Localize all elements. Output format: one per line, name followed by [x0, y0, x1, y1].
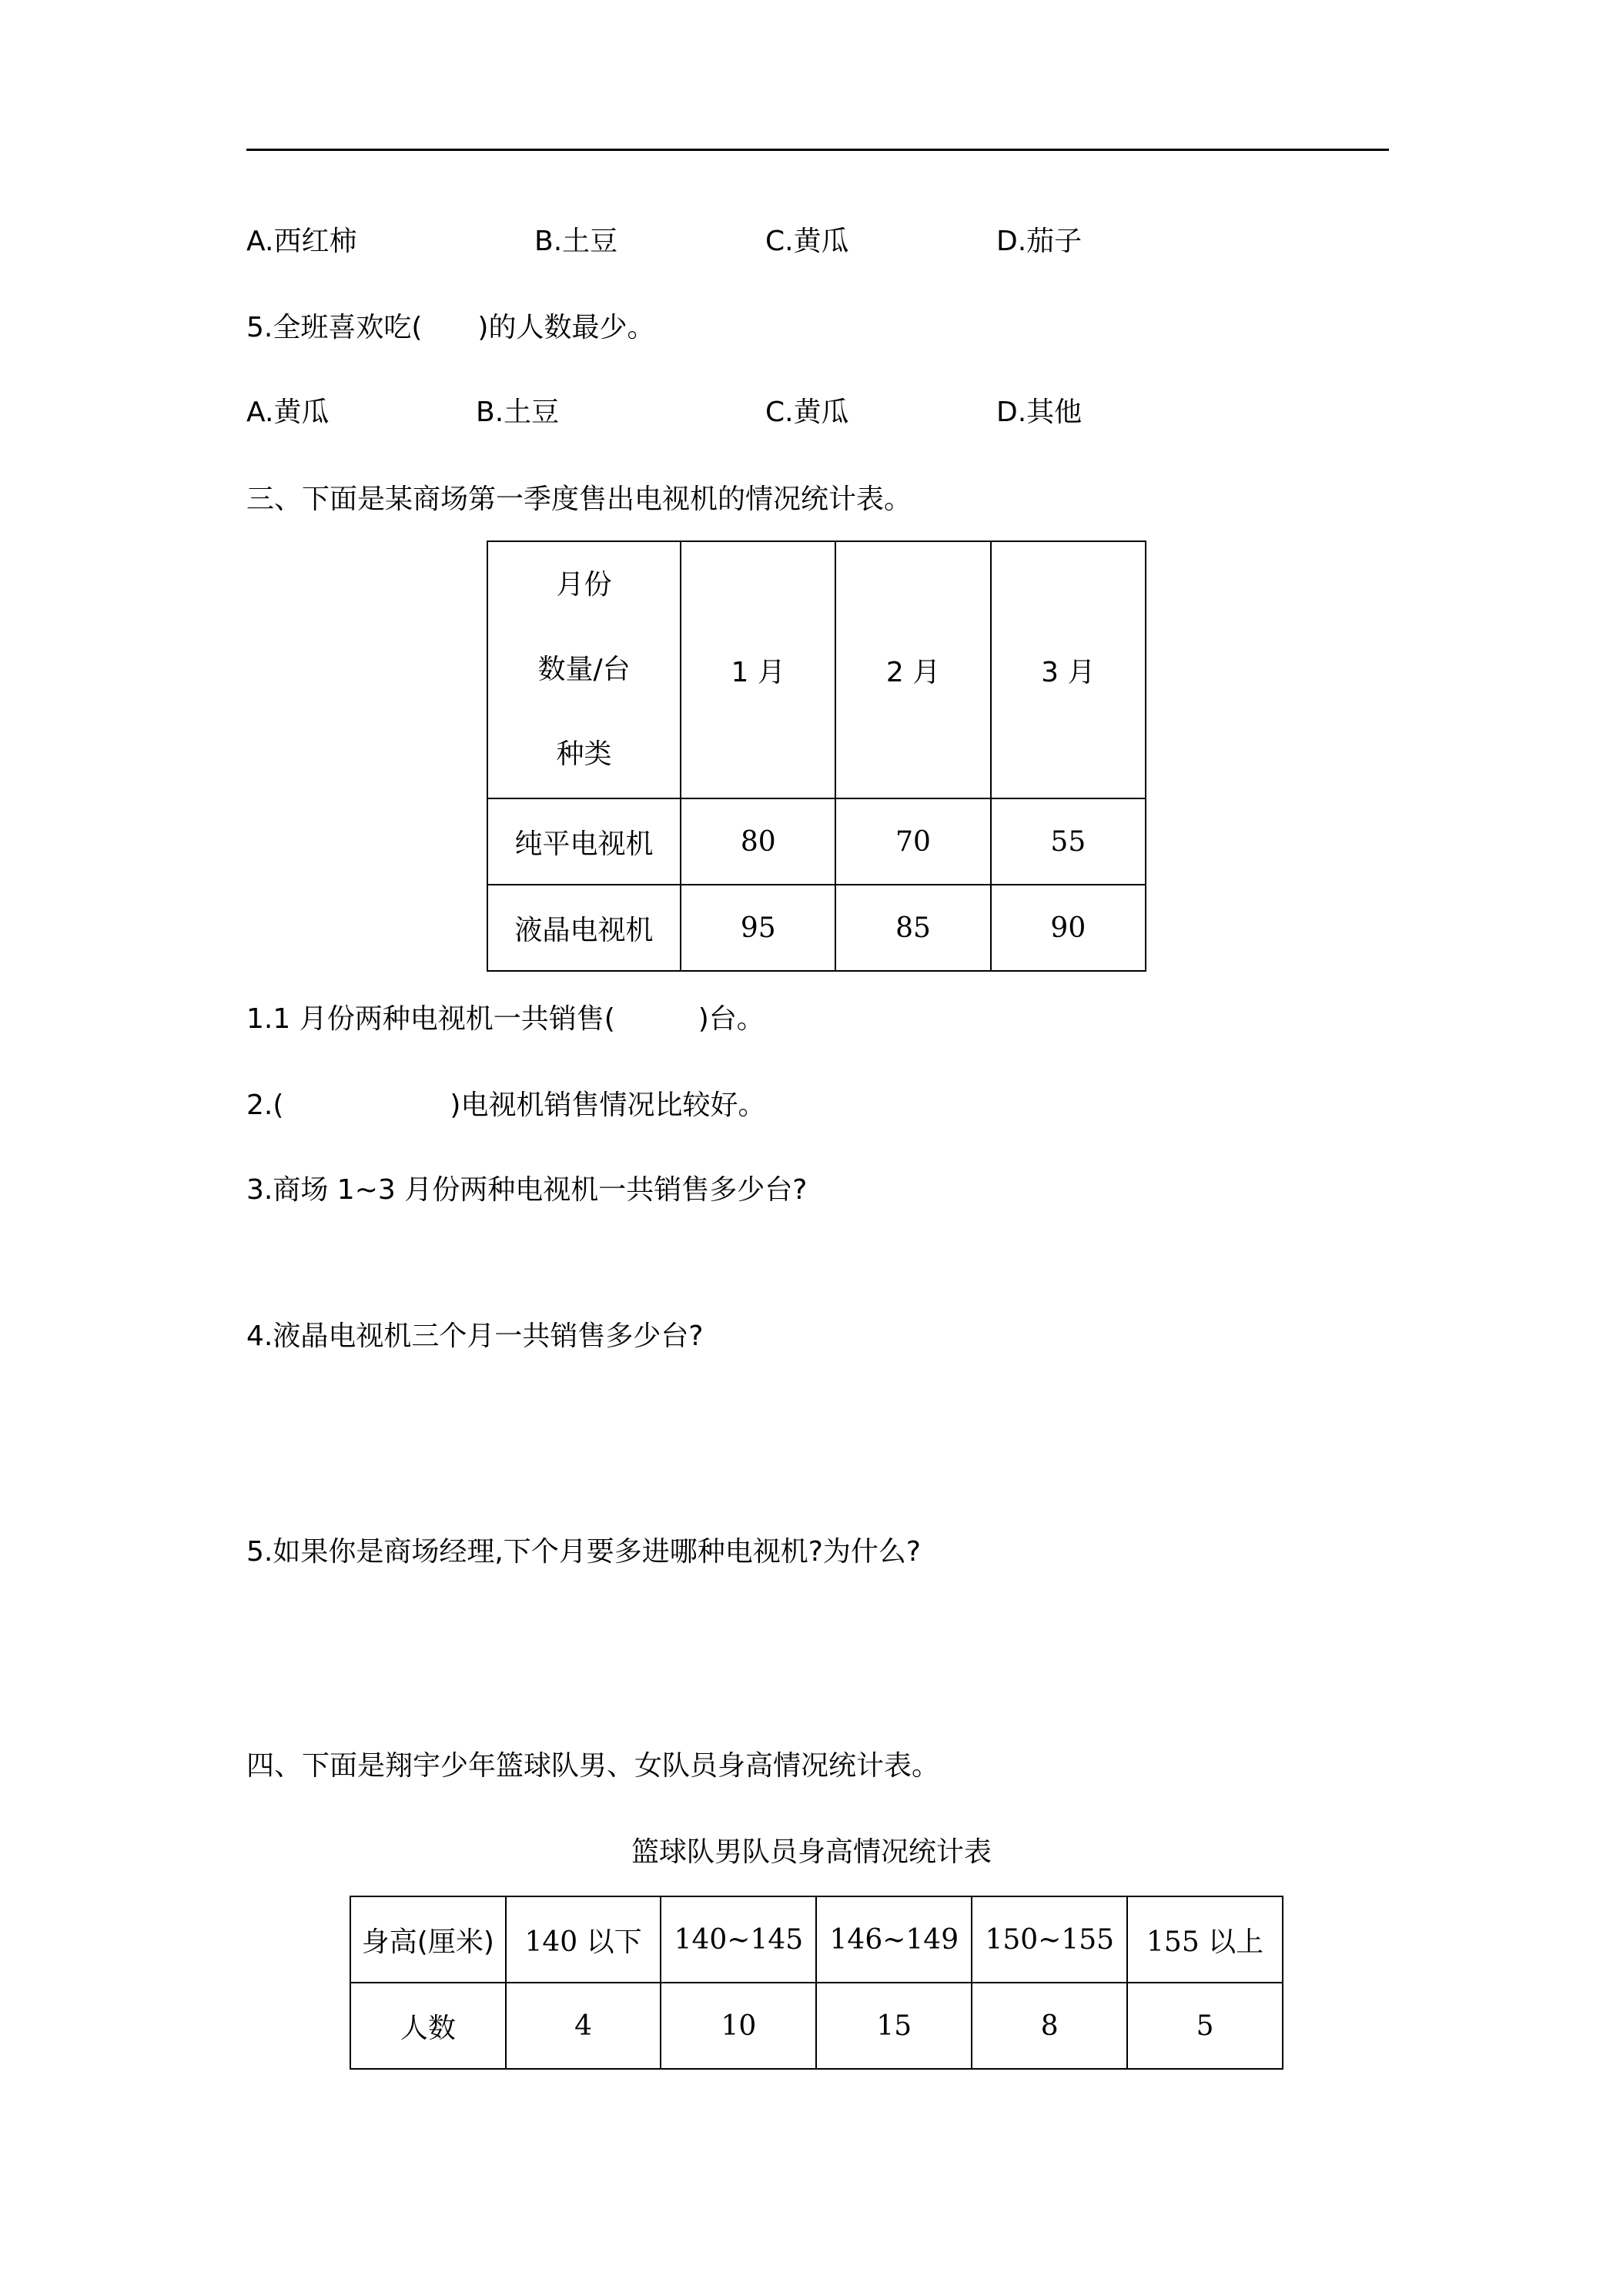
q4-option-b: B.土豆 — [534, 226, 618, 257]
header-line-month: 月份 — [556, 569, 612, 601]
q5-option-d: D.其他 — [996, 397, 1083, 428]
section3-question-1: 1.1 月份两种电视机一共销售( )台。 — [246, 1003, 765, 1035]
table-cell: 4 — [506, 1983, 661, 2069]
header-line-quantity: 数量/台 — [537, 654, 631, 685]
table-header-corner — [487, 541, 681, 798]
table-cell: 15 — [816, 1983, 972, 2069]
month-header: 1 月 — [681, 541, 835, 798]
table-header-cell: 140~145 — [661, 1896, 816, 1983]
row-label: 人数 — [350, 1983, 506, 2069]
section3-question-4: 4.液晶电视机三个月一共销售多少台? — [246, 1320, 704, 1352]
table-header-cell: 140 以下 — [506, 1896, 661, 1983]
table-header-cell: 155 以上 — [1127, 1896, 1283, 1983]
table-row — [350, 1983, 1283, 2069]
section4-title: 四、下面是翔宇少年篮球队男、女队员身高情况统计表。 — [246, 1750, 940, 1782]
section3-question-3: 3.商场 1~3 月份两种电视机一共销售多少台? — [246, 1174, 808, 1206]
height-table — [350, 1896, 1283, 2070]
q5-option-a: A.黄瓜 — [246, 397, 330, 428]
table-row — [487, 885, 1146, 971]
table-cell: 55 — [991, 798, 1146, 885]
header-line-type: 种类 — [556, 738, 612, 770]
table-header-cell: 身高(厘米) — [350, 1896, 506, 1983]
row-label: 液晶电视机 — [487, 885, 681, 971]
table-cell: 85 — [835, 885, 990, 971]
table-cell: 8 — [972, 1983, 1127, 2069]
header-rule — [246, 149, 1389, 151]
q5-option-b: B.土豆 — [476, 397, 560, 428]
table-cell: 70 — [835, 798, 990, 885]
section3-question-5: 5.如果你是商场经理,下个月要多进哪种电视机?为什么? — [246, 1536, 922, 1568]
table-cell: 5 — [1127, 1983, 1283, 2069]
table-row — [487, 798, 1146, 885]
month-header: 2 月 — [835, 541, 990, 798]
table-header-cell: 150~155 — [972, 1896, 1127, 1983]
section3-title: 三、下面是某商场第一季度售出电视机的情况统计表。 — [246, 484, 912, 515]
q4-option-c: C.黄瓜 — [765, 226, 849, 257]
table-cell: 10 — [661, 1983, 816, 2069]
q4-option-a: A.西红柿 — [246, 226, 357, 257]
tv-sales-table — [487, 541, 1146, 972]
table-header-cell: 146~149 — [816, 1896, 972, 1983]
table-row — [350, 1896, 1283, 1983]
table-cell: 95 — [681, 885, 835, 971]
q5-question: 5.全班喜欢吃( )的人数最少。 — [246, 312, 655, 343]
height-table-caption: 篮球队男队员身高情况统计表 — [631, 1836, 992, 1868]
table-cell: 80 — [681, 798, 835, 885]
table-cell: 90 — [991, 885, 1146, 971]
q4-option-d: D.茄子 — [996, 226, 1083, 257]
q5-option-c: C.黄瓜 — [765, 397, 849, 428]
month-header: 3 月 — [991, 541, 1146, 798]
section3-question-2: 2.( )电视机销售情况比较好。 — [246, 1089, 766, 1121]
row-label: 纯平电视机 — [487, 798, 681, 885]
